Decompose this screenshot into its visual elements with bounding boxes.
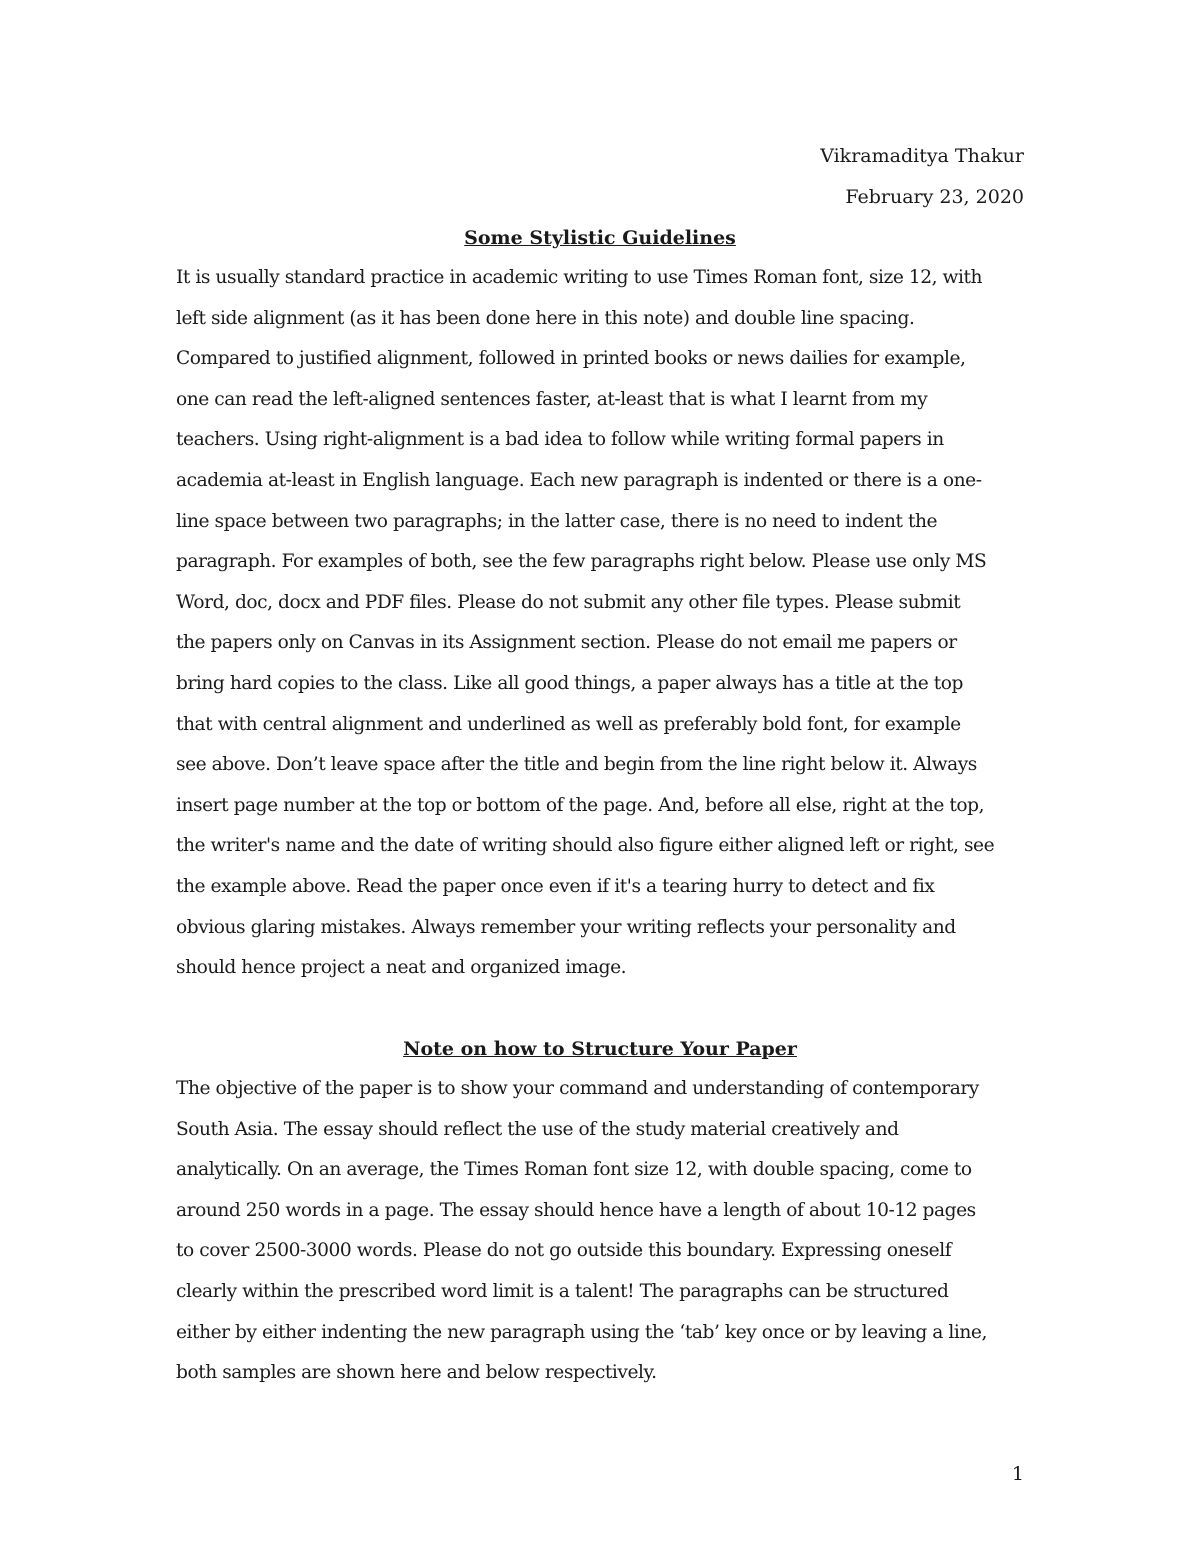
section-title-structure-paper: Note on how to Structure Your Paper (403, 1038, 797, 1060)
author-name: Vikramaditya Thakur (820, 145, 1024, 167)
text-line: left side alignment (as it has been done here in this note) and double line spacing. (176, 307, 915, 329)
paragraph-stylistic-guidelines (176, 266, 1036, 997)
text-line: bring hard copies to the class. Like all good things, a paper always has a title at the top (176, 672, 963, 694)
text-line: to cover 2500-3000 words. Please do not go outside this boundary. Expressing oneself (176, 1240, 952, 1262)
text-line: around 250 words in a page. The essay should hence have a length of about 10-12 pages (176, 1199, 976, 1221)
text-line: should hence project a neat and organized image. (176, 957, 627, 979)
text-line: that with central alignment and underlined as well as preferably bold font, for example (176, 713, 961, 735)
text-line: the writer's name and the date of writing should also figure either aligned left or right, see (176, 835, 995, 857)
text-line: both samples are shown here and below respectively. (176, 1362, 657, 1384)
text-line: teachers. Using right-alignment is a bad idea to follow while writing formal papers in (176, 429, 944, 451)
page-number: 1 (1011, 1463, 1024, 1485)
text-line: insert page number at the top or bottom of the page. And, before all else, right at the top, (176, 794, 985, 816)
section-title-stylistic-guidelines: Some Stylistic Guidelines (464, 227, 736, 249)
text-line: see above. Don’t leave space after the title and begin from the line right below it. Always (176, 754, 977, 776)
text-line: clearly within the prescribed word limit is a talent! The paragraphs can be structured (176, 1280, 949, 1302)
text-line: analytically. On an average, the Times Roman font size 12, with double spacing, come to (176, 1159, 972, 1181)
text-line: It is usually standard practice in academic writing to use Times Roman font, size 12, with (176, 267, 983, 288)
text-line: Compared to justified alignment, followed in printed books or news dailies for example, (176, 348, 966, 370)
text-line: The objective of the paper is to show your command and understanding of contemporary (176, 1078, 979, 1099)
text-line: paragraph. For examples of both, see the few paragraphs right below. Please use only MS (176, 551, 987, 573)
text-line: South Asia. The essay should reflect the use of the study material creatively and (176, 1118, 899, 1140)
text-line: either by either indenting the new paragraph using the ‘tab’ key once or by leaving a line, (176, 1321, 987, 1343)
text-line: the example above. Read the paper once even if it's a tearing hurry to detect and fix (176, 875, 935, 897)
text-line: one can read the left-aligned sentences faster, at-least that is what I learnt from my (176, 388, 928, 410)
document-date: February 23, 2020 (845, 186, 1024, 208)
text-line: the papers only on Canvas in its Assignment section. Please do not email me papers or (176, 632, 957, 654)
paragraph-structure-paper (176, 1077, 1036, 1402)
text-line: obvious glaring mistakes. Always remember your writing reflects your personality and (176, 916, 956, 938)
text-line: line space between two paragraphs; in the latter case, there is no need to indent the (176, 510, 938, 532)
text-line: academia at-least in English language. Each new paragraph is indented or there is a one- (176, 469, 982, 491)
text-line: Word, doc, docx and PDF files. Please do not submit any other file types. Please submit (176, 591, 961, 613)
